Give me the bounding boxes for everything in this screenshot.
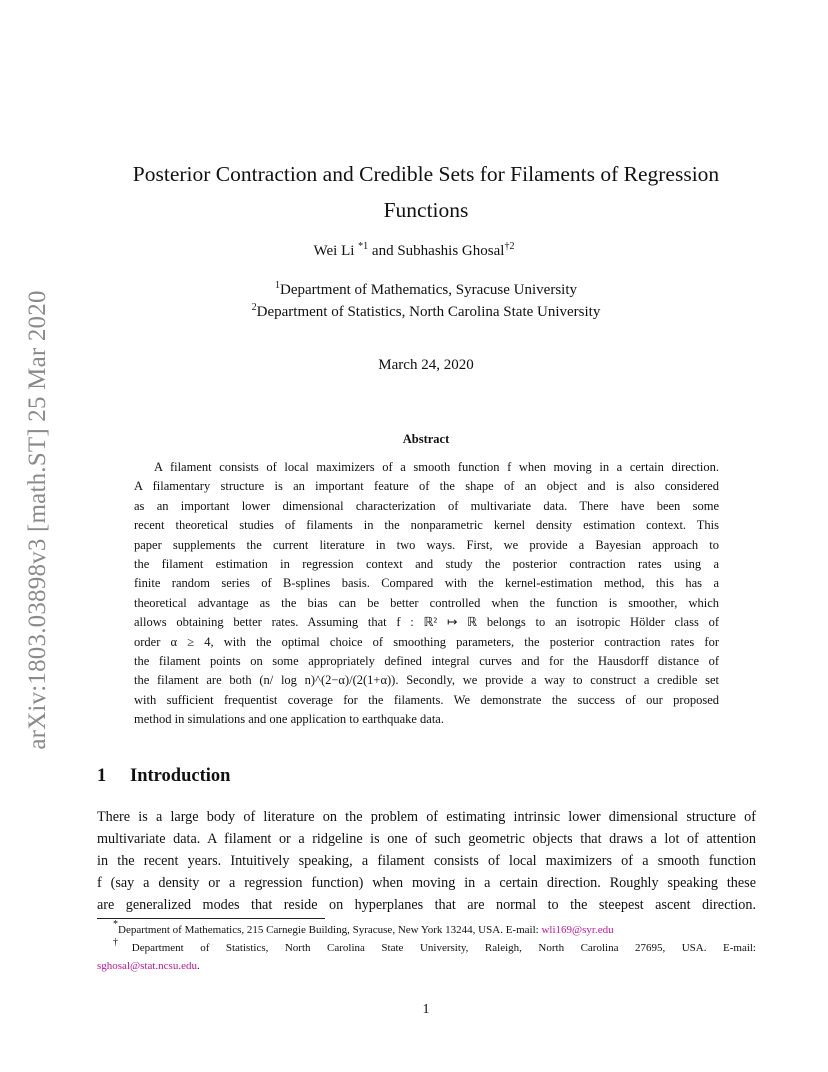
body-line: multivariate data. A filament or a ridgeline is one of such geometric objects that draws a lot of attention <box>97 831 756 847</box>
footnote-rule <box>97 918 325 919</box>
affiliation-1-text: Department of Mathematics, Syracuse University <box>280 282 577 298</box>
abstract-line: recent theoretical studies of filaments in the nonparametric kernel density estimation context. This <box>134 518 719 533</box>
title-line-2: Functions <box>383 198 469 222</box>
abstract-line: paper supplements the current literature in two ways. First, we provide a Bayesian approach to <box>134 537 719 552</box>
abstract-line: method in simulations and one application to earthquake data. <box>134 712 444 727</box>
abstract-line: the filament estimation in regression context and study the posterior contraction rates using a <box>134 557 719 572</box>
abstract-line: with sufficient frequentist coverage for the filaments. We demonstrate the success of our proposed <box>134 692 719 707</box>
footnote-2-continuation <box>97 957 756 975</box>
footnote-1-text: Department of Mathematics, 215 Carnegie Building, Syracuse, New York 13244, USA. E-mail: <box>118 924 542 936</box>
body-line: in the recent years. Intuitively speaking, a filament consists of local maximizers of a smooth function <box>97 853 756 869</box>
footnote-1-mark: * <box>113 919 118 930</box>
footnote-2-end: . <box>196 960 200 972</box>
body-line: are generalized modes that reside on hyperplanes that are normal to the steepest ascent direction. <box>97 897 756 913</box>
abstract-line: theoretical advantage as the bias can be better controlled when the function is smoother, which <box>134 595 719 610</box>
footnote-2 <box>97 939 756 957</box>
affiliation-1-mark: 1 <box>275 280 280 291</box>
author-2-marks: †2 <box>504 241 515 252</box>
footnote-1-email-link[interactable]: wli169@syr.edu <box>541 924 614 936</box>
abstract-body <box>134 458 719 730</box>
abstract-heading: Abstract <box>402 432 450 446</box>
paper-date: March 24, 2020 <box>378 357 474 373</box>
arxiv-identifier: arXiv:1803.03898v3 [math.ST] 25 Mar 2020 <box>24 290 51 750</box>
title-line-1: Posterior Contraction and Credible Sets for Filaments of Regression <box>132 162 720 186</box>
body-line: f (say a density or a regression function) when moving in a certain direction. Roughly speaking these <box>97 875 756 891</box>
body-line: There is a large body of literature on the problem of estimating intrinsic lower dimensional structure of <box>97 809 756 825</box>
affiliation-2-text: Department of Statistics, North Carolina State University <box>256 304 601 320</box>
abstract-line: the filament points on some appropriately defined integral curves and for the Hausdorff distance of <box>134 654 719 669</box>
abstract-line: finite random series of B-splines basis. Compared with the kernel-estimation method, this has a <box>134 576 719 591</box>
page-number: 1 <box>422 1002 430 1017</box>
arxiv-sidebar <box>16 265 60 775</box>
abstract-line: the filament are both (n/ log n)^(2−α)/(2(1+α)). Secondly, we provide a way to construct a credible set <box>134 673 719 688</box>
section-heading <box>97 766 230 787</box>
author-list <box>0 243 828 260</box>
section-number: 1 <box>97 766 107 786</box>
abstract-line: order α ≥ 4, with the optimal choice of smoothing parameters, the posterior contraction rates for <box>134 634 719 649</box>
section-title: Introduction <box>130 766 231 786</box>
author-1-marks: *1 <box>358 241 369 252</box>
abstract-line: A filamentary structure is an important feature of the shape of an object and is also considered <box>134 479 719 494</box>
footnote-2-text: Department of Statistics, North Carolina State University, Raleigh, North Carolina 27695, USA. E-mail: <box>131 942 756 954</box>
affiliation-1 <box>0 282 828 299</box>
affiliation-2-mark: 2 <box>251 302 257 313</box>
paper-title <box>100 156 752 228</box>
introduction-paragraph <box>97 806 756 916</box>
footnote-1 <box>97 921 756 939</box>
footnotes <box>97 921 756 975</box>
abstract-line: A filament consists of local maximizers of a smooth function f when moving in a certain direction. <box>154 460 719 474</box>
affiliation-2 <box>0 304 828 321</box>
abstract-line: as an important lower dimensional characterization of multivariate data. There have been some <box>134 498 719 513</box>
footnote-2-mark: † <box>113 937 132 948</box>
footnote-2-email-link[interactable]: sghosal@stat.ncsu.edu <box>97 960 197 972</box>
author-2: Subhashis Ghosal <box>397 243 505 259</box>
author-1: Wei Li <box>313 243 359 259</box>
abstract-line: allows obtaining better rates. Assuming that f : ℝ² ↦ ℝ belongs to an isotropic Hölder class of <box>134 615 719 630</box>
author-conjunction: and <box>368 243 398 259</box>
